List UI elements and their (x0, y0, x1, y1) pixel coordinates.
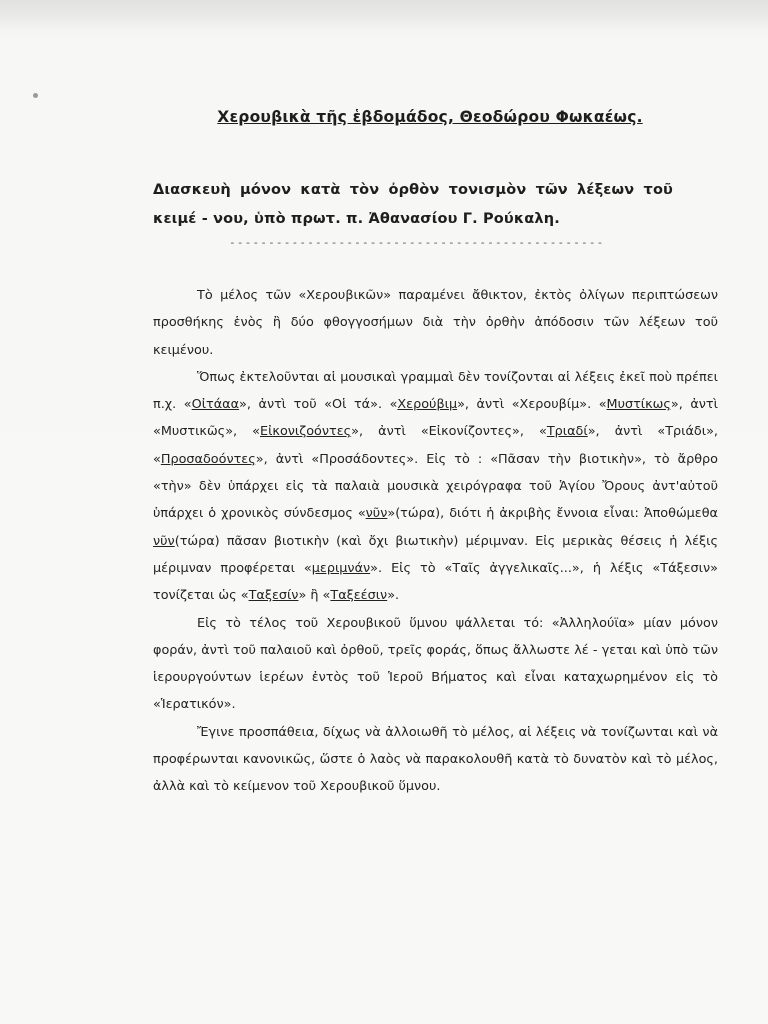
text-span: », ἀντὶ «Εἰκονίζοντες», « (351, 424, 547, 440)
document-body (153, 282, 718, 801)
text-span: ». Εἰς τὸ «Ταῖς ἀγγελικαῖς...», ἡ λέξις «Τάξεσιν» τονίζεται ὡς « (153, 560, 718, 604)
document-subtitle: Διασκευὴ μόνον κατὰ τὸν ὀρθὸν τονισμὸν τῶν λέξεων τοῦ κειμέ - νου, ὑπὸ πρωτ. π. Ἀθανασίου Γ. Ρούκαλη. (153, 182, 673, 227)
paragraph-1: Τὸ μέλος τῶν «Χερουβικῶν» παραμένει ἄθικτον, ἐκτὸς ὀλίγων περιπτώσεων προσθήκης ἑνὸς ἢ δύο φθογγοσήμων διὰ τὴν ὀρθὴν ἀπόδοσιν τῶν λέξεων τοῦ κειμένου. (153, 288, 718, 358)
text-span: ». (387, 588, 400, 604)
underlined-word: Μυστίκως (606, 397, 671, 413)
underlined-word: Προσαδοόντες (160, 451, 256, 467)
text-span: », ἀντὶ τοῦ «Οἱ τά». « (239, 397, 398, 413)
underlined-word: Χερούβιμ (397, 397, 458, 413)
underlined-word: νῦν (365, 506, 388, 522)
scan-edge-shadow (0, 0, 768, 30)
paragraph-2 (153, 364, 718, 610)
text-span: Ὅπως ἐκτελοῦνται αἱ μουσικαὶ γραμμαὶ δὲν τονίζονται αἱ λέξεις ἐκεῖ ποὺ πρέπει π.χ. « (153, 369, 718, 413)
document-title: Χερουβικὰ τῆς ἑβδομάδος, Θεοδώρου Φωκαέως. (217, 108, 643, 126)
dashed-separator: ------------------------------------------------ (229, 236, 605, 249)
underlined-word: Ταξεσίν (248, 588, 299, 604)
text-span: », ἀντὶ «Μυστικῶς», « (153, 397, 718, 440)
paragraph-3: Εἰς τὸ τέλος τοῦ Χερουβικοῦ ὕμνου ψάλλεται τό: «Ἀλληλούϊα» μίαν μόνον φοράν, ἀντὶ τοῦ παλαιοῦ καὶ ὀρθοῦ, τρεῖς φοράς, ὅπως ἄλλωστε λέ - γεται καὶ ὑπὸ τῶν ἱερουργούντων ἱερέων ἐντὸς τοῦ Ἱεροῦ Βήματος καὶ εἶναι καταχωρημένον εἰς τὸ «Ἱερατικόν». (153, 615, 718, 713)
underlined-word: Ταξεέσιν (330, 588, 388, 604)
underlined-word: Εἰκονιζοόντες (260, 424, 352, 440)
underlined-word: νῦν (153, 533, 175, 549)
text-span: » ἢ « (298, 588, 331, 604)
underlined-word: μεριμνάν (311, 560, 371, 576)
text-span: », ἀντὶ «Τριάδι», « (153, 424, 718, 467)
underlined-word: Οἰτάαα (191, 397, 240, 413)
text-span: », ἀντὶ «Προσάδοντες». Εἰς τὸ : «Πᾶσαν τὴν βιοτικὴν», τὸ ἄρθρο «τὴν» δὲν ὑπάρχει εἰς τὰ παλαιὰ μουσικὰ χειρόγραφα τοῦ Ἁγίου Ὄρους ἀντ'αὐτοῦ ὑπάρχει ὁ χρονικὸς σύνδεσμος « (153, 451, 718, 522)
underlined-word: Τριαδί (546, 424, 588, 440)
text-span: »(τώρα), διότι ἡ ἀκριβὴς ἔννοια εἶναι: Ἀποθώμεθα (387, 506, 718, 522)
scan-speck (33, 93, 38, 98)
paragraph-4: Ἔγινε προσπάθεια, δίχως νὰ ἀλλοιωθῆ τὸ μέλος, αἱ λέξεις νὰ τονίζωνται καὶ νὰ προφέρωνται κανονικῶς, ὥστε ὁ λαὸς νὰ παρακολουθῆ κατὰ τὸ δυνατὸν καὶ τὸ μέλος, ἀλλὰ καὶ τὸ κείμενον τοῦ Χερουβικοῦ ὕμνου. (153, 724, 718, 795)
text-span: (τώρα) πᾶσαν βιοτικὴν (καὶ ὄχι βιωτικὴν) μέριμναν. Εἰς μερικὰς θέσεις ἡ λέξις μέριμναν προφέρεται « (153, 533, 718, 576)
text-span: », ἀντὶ «Χερουβίμ». « (457, 397, 607, 413)
